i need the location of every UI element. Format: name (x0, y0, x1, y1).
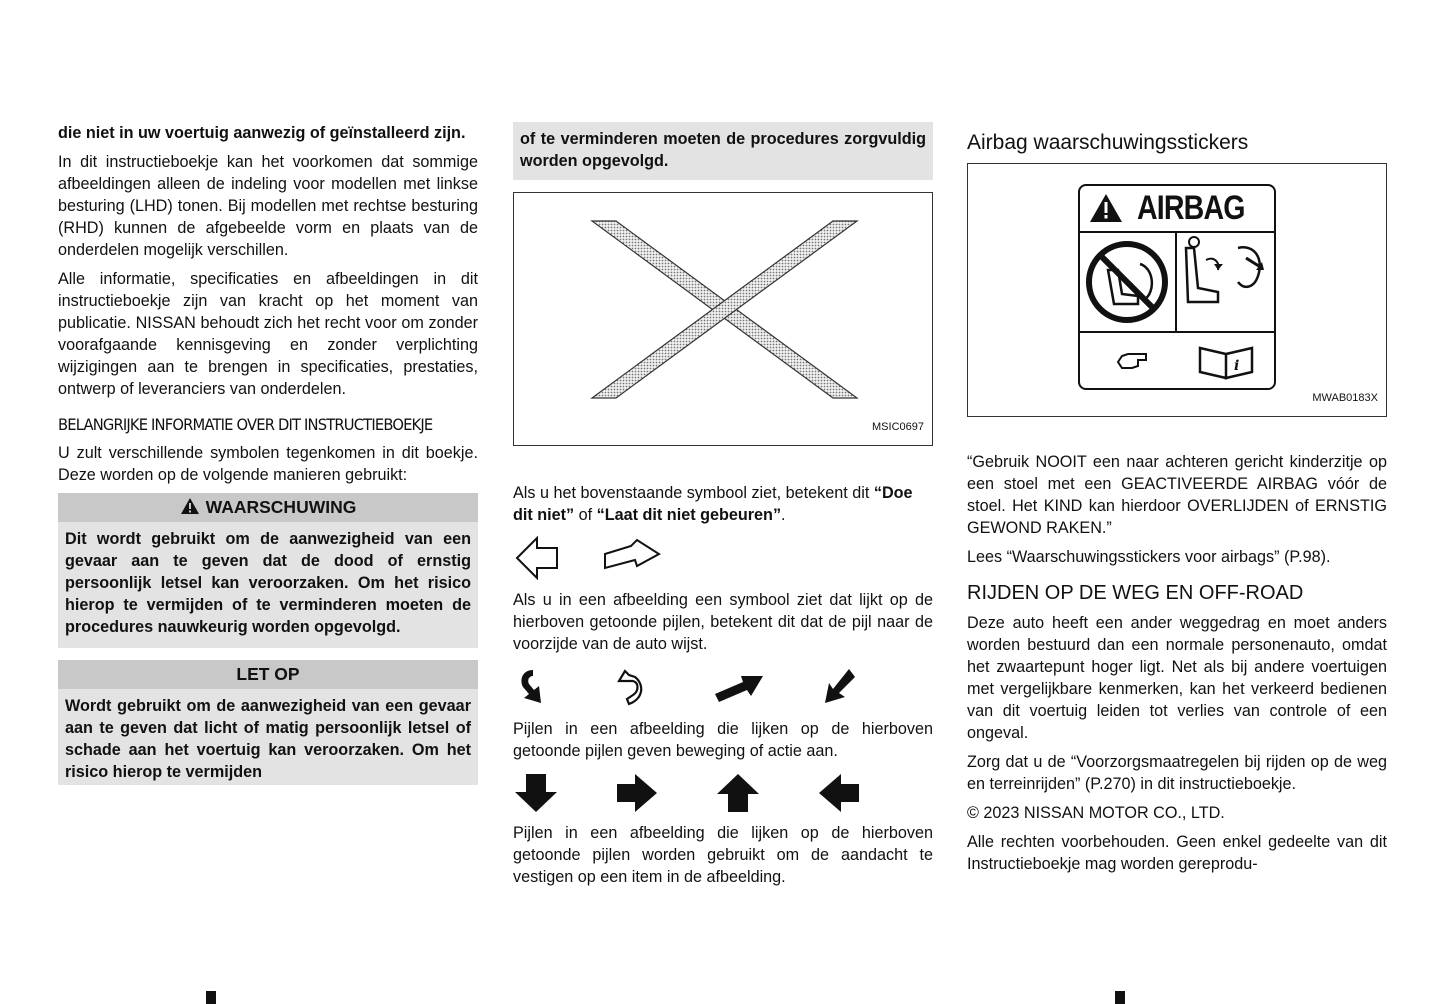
airbag-sticker-label: AIRBAG (1137, 189, 1245, 227)
arrow-up-icon (715, 772, 761, 814)
do-not-quote-2: “Laat dit niet gebeuren” (596, 506, 782, 524)
front-arrow-row (513, 533, 933, 583)
warning-title: WAARSCHUWING (205, 497, 357, 517)
figure-code: MSIC0697 (872, 421, 924, 433)
paragraph-motion-arrows: Pijlen in een afbeelding die lijken op de hierboven getoonde pijlen geven beweging of actie aan. (513, 720, 933, 760)
warning-header (58, 493, 478, 522)
caution-text: Wordt gebruikt om de aanwezigheid van een gevaar aan te geven dat licht of matig persoonlijk letsel of schade aan het voertuig kan veroorzaken. Om het risico hierop te vermijden (58, 689, 478, 785)
paragraph-offroad: Deze auto heeft een ander weggedrag en moet anders worden bestuurd dan een normale personenauto, omdat het zwaartepunt hoger ligt. Net als bij andere voertuigen met vergelijkbare kenmerken, kan het verkeerd bedienen van dit voertuig leiden tot verlies van controle of een ongeval. (967, 614, 1387, 742)
caution-box (58, 660, 478, 785)
airbag-sticker-figure (967, 163, 1387, 417)
svg-text:i: i (1234, 358, 1240, 374)
front-arrow-left-icon (515, 536, 561, 580)
column-middle (513, 122, 933, 895)
motion-arrow-row (513, 662, 933, 712)
do-not-figure (513, 192, 933, 446)
attention-arrow-row (513, 770, 933, 816)
paragraph-attention-arrows: Pijlen in een afbeelding die lijken op de hierboven getoonde pijlen worden gebruikt om de aandacht te vestigen op een item in de afbeelding. (513, 824, 933, 886)
do-not-text-pre: Als u het bovenstaande symbool ziet, betekent dit (513, 484, 874, 502)
figure-code: MWAB0183X (1312, 392, 1378, 404)
airbag-quote: “Gebruik NOOIT een naar achteren gericht kinderzitje op een stoel met een GEACTIVEERDE AIRBAG vóór de stoel. Het KIND kan hierdoor OVERLIJDEN of ERNSTIG GEWOND RAKEN.” (967, 453, 1387, 537)
section-heading: BELANGRIJKE INFORMATIE OVER DIT INSTRUCTIEBOEKJE (58, 415, 433, 434)
paragraph-precautions: Zorg dat u de “Voorzorgsmaatregelen bij rijden op de weg en terreinrijden” (P.270) in dit instructieboekje. (967, 753, 1387, 793)
arrow-left-icon (817, 772, 861, 814)
paragraph-lhd-rhd: In dit instructieboekje kan het voorkomen dat sommige afbeeldingen alleen de indeling voor modellen met linkse besturing (LHD) tonen. Bij modellen met rechtse besturing (RHD) kunnen de afgebeelde vorm en plaats van de onderdelen mogelijk verschillen. (58, 153, 478, 259)
curved-arrow-down-icon (515, 667, 549, 707)
do-not-text-mid: of (574, 506, 597, 524)
diagonal-arrow-up-right-icon (713, 670, 765, 704)
airbag-reference: Lees “Waarschuwingsstickers voor airbags” (P.98). (967, 548, 1331, 566)
paragraph-rights: Alle rechten voorbehouden. Geen enkel gedeelte van dit Instructieboekje mag worden gereprodu- (967, 833, 1387, 873)
arrow-down-icon (513, 772, 559, 814)
airbag-stickers-title: Airbag waarschuwingsstickers (967, 131, 1249, 154)
curved-arrow-up-icon (615, 667, 649, 707)
cross-out-icon (514, 193, 931, 444)
paragraph-do-not (513, 482, 933, 526)
page-marker-right (1115, 991, 1125, 1004)
diagonal-arrow-down-left-icon (821, 667, 857, 707)
warning-box (58, 493, 478, 648)
arrow-right-icon (615, 772, 659, 814)
warning-text: Dit wordt gebruikt om de aanwezigheid van een gevaar aan te geven dat de dood of ernstig persoonlijk letsel kan veroorzaken. Om het risico hierop te vermijden of te verminderen moeten de procedures nauwkeurig worden opgevolgd. (58, 522, 478, 648)
paragraph-information: Alle informatie, specificaties en afbeeldingen in dit instructieboekje zijn van kracht op het moment van publicatie. NISSAN behoudt zich het recht voor om zonder voorafgaande kennisgeving en zonder verplichting wijzigingen aan te brengen in specificaties, prestaties, ontwerp of leveranciers van onderdelen. (58, 270, 478, 398)
intro-bold-text: die niet in uw voertuig aanwezig of geïnstalleerd zijn. (58, 124, 466, 142)
copyright: © 2023 NISSAN MOTOR CO., LTD. (967, 804, 1225, 822)
paragraph-symbols: U zult verschillende symbolen tegenkomen in dit boekje. Deze worden op de volgende manieren gebruikt: (58, 444, 478, 484)
warning-triangle-icon (180, 497, 200, 515)
offroad-heading: RIJDEN OP DE WEG EN OFF-ROAD (967, 582, 1304, 604)
do-not-text-end: . (781, 506, 786, 524)
paragraph-front-arrows: Als u in een afbeelding een symbool ziet dat lijkt op de hierboven getoonde pijlen, betekent dit dat de pijl naar de voorzijde van de auto wijst. (513, 591, 933, 653)
column-left (58, 122, 478, 785)
front-arrow-right-icon (601, 536, 663, 580)
caution-header: LET OP (58, 660, 478, 689)
page-marker-left (206, 991, 216, 1004)
caution-continued: of te verminderen moeten de procedures zorgvuldig worden opgevolgd. (513, 122, 933, 180)
do-not-quote-1: “Doe dit niet” (513, 484, 913, 524)
column-right (967, 130, 1387, 882)
